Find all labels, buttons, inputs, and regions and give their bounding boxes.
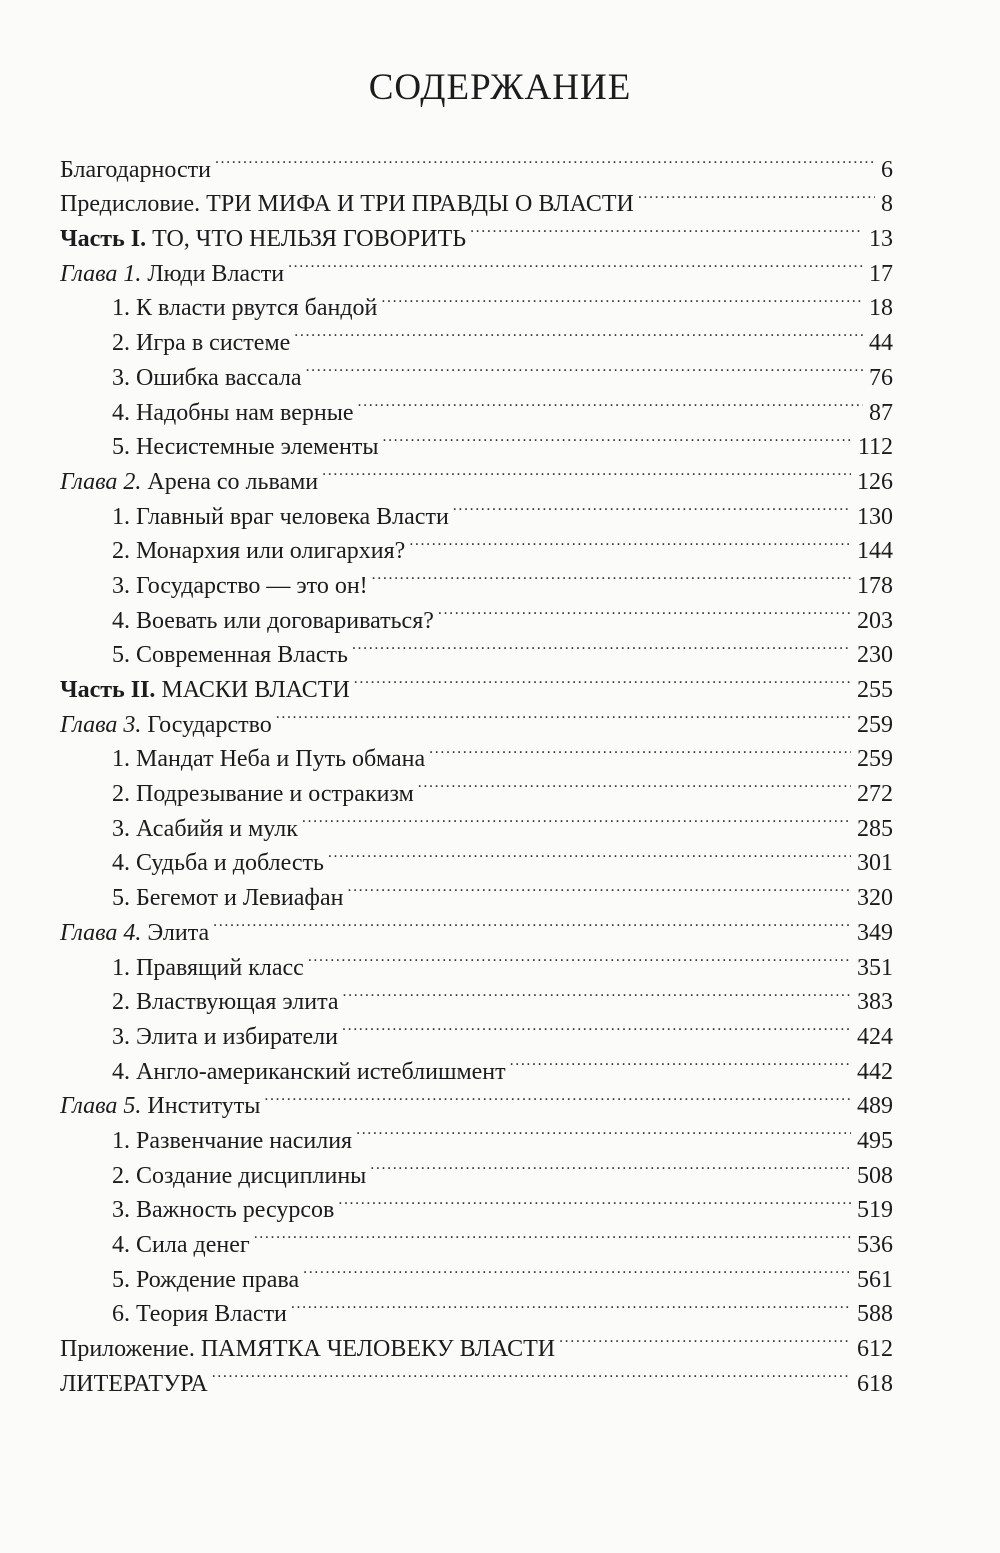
toc-entry-label [112, 742, 425, 777]
toc-entry-title: 5. Рождение права [112, 1266, 300, 1293]
dot-leader [409, 524, 851, 559]
chapter-prefix: Глава 2. [60, 468, 142, 495]
toc-page-number: 17 [869, 260, 893, 287]
toc-page-number: 612 [857, 1336, 893, 1363]
toc-entry-title: 3. Важность ресурсов [112, 1197, 335, 1224]
toc-entry-title: 2. Подрезывание и остракизм [112, 781, 414, 808]
toc-page-number: 230 [857, 642, 893, 669]
dot-leader [470, 211, 863, 246]
dot-leader [418, 766, 851, 801]
toc-page-number: 489 [857, 1093, 893, 1120]
dot-leader [354, 662, 851, 697]
dot-leader [356, 1113, 851, 1148]
dot-leader [212, 1356, 851, 1391]
dot-leader [343, 975, 851, 1010]
toc-entry-title: 1. Развенчание насилия [112, 1127, 353, 1154]
toc-entry-title: 3. Ошибка вассала [112, 364, 302, 391]
dot-leader [358, 385, 863, 420]
toc-entry-label [112, 638, 348, 673]
toc-entry-title: 5. Бегемот и Левиафан [112, 885, 344, 912]
toc-entry-title: 3. Асабийя и мулк [112, 815, 298, 842]
toc-entry-title: Государство [141, 711, 272, 738]
toc-entry-label [112, 396, 354, 431]
dot-leader [254, 1217, 851, 1252]
chapter-prefix: Глава 1. [60, 260, 142, 287]
dot-leader [302, 801, 851, 836]
dot-leader [288, 246, 863, 281]
toc-entry-title: Люди Власти [141, 260, 285, 287]
toc-entry-title: 4. Воевать или договариваться? [112, 607, 434, 634]
dot-leader [291, 1287, 851, 1322]
toc-entry-title: 3. Элита и избиратели [112, 1023, 338, 1050]
dot-leader [303, 1252, 851, 1287]
toc-entry-label [60, 1367, 208, 1402]
dot-leader [308, 940, 851, 975]
toc-entry-label [112, 1263, 299, 1298]
toc-page-number: 18 [869, 295, 893, 322]
dot-leader [213, 905, 851, 940]
toc-page-number: 320 [857, 885, 893, 912]
toc-entry-label [60, 257, 284, 292]
toc-entry-title: Благодарности [60, 156, 211, 183]
toc-entry-title: 1. Правящий класс [112, 954, 304, 981]
toc-entry-title: ЛИТЕРАТУРА [60, 1370, 208, 1397]
toc-entry-title: 5. Современная Власть [112, 642, 348, 669]
toc-page-number: 76 [869, 364, 893, 391]
dot-leader [342, 1009, 851, 1044]
toc-page-number: 13 [869, 226, 893, 253]
toc-page-number: 536 [857, 1232, 893, 1258]
toc-entry-title: 2. Монархия или олигархия? [112, 538, 406, 565]
toc-entry-label [112, 1124, 352, 1159]
toc-entry-label [60, 1089, 260, 1124]
toc-page-number: 144 [857, 538, 893, 565]
chapter-prefix: Глава 4. [60, 919, 142, 946]
toc-entry-title: 4. Судьба и доблесть [112, 850, 324, 877]
page-title: СОДЕРЖАНИЕ [368, 67, 632, 108]
dot-leader [429, 732, 851, 767]
dot-leader [322, 454, 851, 489]
toc-entry-title: 2. Создание дисциплины [112, 1162, 367, 1189]
toc-entry-label [112, 985, 339, 1020]
toc-entry-label [112, 1159, 366, 1194]
dot-leader [306, 350, 863, 385]
toc-page-number: 301 [857, 850, 893, 877]
dot-leader [372, 558, 851, 593]
toc-entry-title: 2. Властвующая элита [112, 989, 339, 1016]
toc-entry-label [112, 534, 405, 569]
toc-entry-label [112, 361, 302, 396]
toc-page-number: 519 [857, 1197, 893, 1224]
toc-page-number: 6 [881, 156, 893, 183]
toc-page-number: 351 [857, 954, 893, 981]
part-prefix: Часть II. [60, 677, 156, 703]
toc-page-number: 561 [857, 1266, 893, 1293]
toc-entry-label [112, 1228, 250, 1263]
toc-page-number: 442 [857, 1058, 893, 1085]
toc-entry-label [60, 465, 318, 500]
toc-page-number: 87 [869, 399, 893, 426]
toc-entry-title: 4. Надобны нам верные [112, 399, 354, 426]
toc-entry-title: ТО, ЧТО НЕЛЬЗЯ ГОВОРИТЬ [146, 226, 467, 253]
toc-page-number: 178 [857, 572, 893, 599]
toc-page-number: 130 [857, 503, 893, 530]
dot-leader [382, 420, 851, 455]
toc-entry-title: 1. К власти рвутся бандой [112, 295, 378, 322]
toc-entry-title: МАСКИ ВЛАСТИ [155, 677, 350, 703]
dot-leader [276, 697, 851, 732]
toc-entry-label [112, 326, 290, 361]
dot-leader [510, 1044, 851, 1079]
toc-page-number: 112 [857, 434, 893, 461]
dot-leader [347, 870, 851, 905]
toc-page-number: 126 [857, 468, 893, 495]
chapter-prefix: Глава 3. [60, 711, 142, 738]
toc-page-number: 618 [857, 1370, 893, 1397]
toc-entry-title: 1. Главный враг человека Власти [112, 503, 449, 530]
toc-entry [60, 142, 893, 183]
toc-entry-title: 4. Англо-американский истеблишмент [112, 1058, 506, 1085]
dot-leader [264, 1079, 851, 1114]
toc-entry-title: Предисловие. ТРИ МИФА И ТРИ ПРАВДЫ О ВЛАСТИ [60, 191, 634, 218]
toc-entry-label [112, 846, 324, 881]
toc-page-number: 203 [857, 607, 893, 634]
toc-entry-title: 3. Государство — это он! [112, 572, 368, 599]
toc-page-number: 383 [857, 989, 893, 1016]
dot-leader [438, 593, 851, 628]
dot-leader [638, 177, 875, 212]
toc-page-number: 259 [857, 746, 893, 773]
toc-page-number: 259 [857, 711, 893, 738]
toc-entry-title: 4. Сила денег [112, 1232, 250, 1258]
toc-entry-label [112, 1020, 338, 1055]
toc-page-number: 285 [857, 815, 893, 842]
toc-entry-label [112, 951, 304, 986]
dot-leader [328, 836, 851, 871]
table-of-contents [60, 142, 893, 1397]
toc-page-number: 424 [857, 1023, 893, 1050]
toc-entry-title: Арена со львами [141, 468, 319, 495]
toc-entry-label [112, 1297, 287, 1332]
toc-entry-label [112, 500, 449, 535]
toc-page-number: 495 [857, 1127, 893, 1154]
toc-page-number: 44 [869, 330, 893, 357]
toc-page-number: 255 [857, 677, 893, 703]
toc-entry-title: Институты [141, 1093, 261, 1120]
toc-page-number: 349 [857, 919, 893, 946]
toc-entry-title: 6. Теория Власти [112, 1301, 287, 1328]
toc-entry-title: 5. Несистемные элементы [112, 434, 379, 461]
toc-entry-label [60, 916, 209, 951]
toc-entry-label [60, 153, 211, 188]
dot-leader [381, 281, 863, 316]
dot-leader [370, 1148, 851, 1183]
toc-page-number: 8 [881, 191, 893, 218]
part-prefix: Часть I. [60, 226, 147, 253]
chapter-prefix: Глава 5. [60, 1093, 142, 1120]
dot-leader [215, 142, 875, 177]
dot-leader [338, 1183, 851, 1218]
dot-leader [294, 315, 863, 350]
toc-entry-title: 1. Мандат Неба и Путь обмана [112, 746, 426, 773]
toc-entry-title: Приложение. ПАМЯТКА ЧЕЛОВЕКУ ВЛАСТИ [60, 1336, 556, 1363]
toc-entry-label [60, 708, 272, 743]
toc-entry-title: Элита [141, 919, 210, 946]
toc-page-number: 272 [857, 781, 893, 808]
toc-page-number: 588 [857, 1301, 893, 1328]
dot-leader [352, 628, 851, 663]
toc-page-number: 508 [857, 1162, 893, 1189]
toc-entry-label [112, 812, 298, 847]
dot-leader [453, 489, 851, 524]
toc-entry-title: 2. Игра в системе [112, 330, 291, 357]
dot-leader [559, 1321, 851, 1356]
toc-entry-label [112, 569, 368, 604]
